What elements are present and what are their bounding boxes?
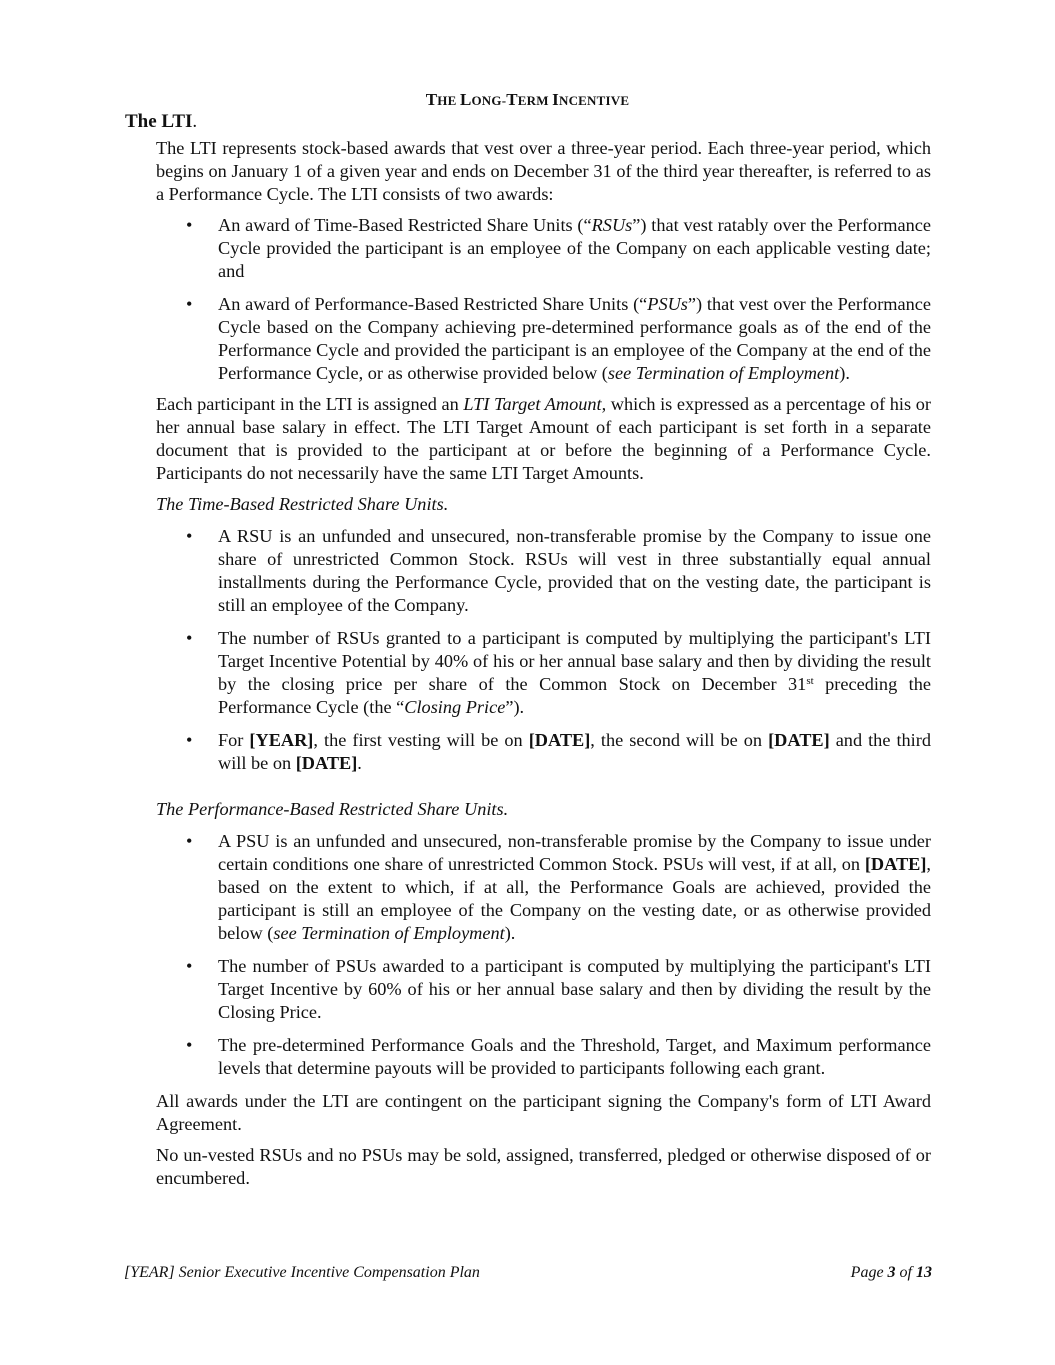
rsu-subheading: The Time-Based Restricted Share Units. <box>156 494 449 514</box>
page-title: THE LONG-TERM INCENTIVE <box>425 90 630 109</box>
list-item: • The number of PSUs awarded to a participant is computed by multiplying the participant's LTI Target Incentive by 60% of his or her annual base salary and then by dividing the result by the Closing Price. <box>186 956 931 1022</box>
intro-paragraph: The LTI represents stock-based awards that vest over a three-year period. Each three-year period, which begins on January 1 of a given year and ends on December 31 of the third year thereafter, is referred to as a Performance Cycle. The LTI consists of two awards: <box>156 138 931 204</box>
section-heading-lti: The LTI. <box>125 111 198 132</box>
bullet-icon: • <box>186 956 193 976</box>
page-number: Page 3 of 13 <box>850 1264 932 1281</box>
bullet-icon: • <box>186 1035 193 1055</box>
bullet-icon: • <box>186 628 193 648</box>
psu-list <box>156 830 931 1080</box>
bullet-icon: • <box>186 831 193 851</box>
list-item: • The number of RSUs granted to a participant is computed by multiplying the participant's LTI Target Incentive Potential by 40% of his or her annual base salary and then by dividing the result by the closing price per share of the Common Stock on December 31st preceding the Performance Cycle (the “Closing Price”). <box>186 628 931 717</box>
closing-paragraph-2: No un-vested RSUs and no PSUs may be sold, assigned, transferred, pledged or otherwise disposed of or encumbered. <box>156 1145 931 1188</box>
list-item: • An award of Time-Based Restricted Share Units (“RSUs”) that vest ratably over the Performance Cycle provided the participant is an employee of the Company on each applicable vesting date; and <box>186 215 931 281</box>
list-item: • A RSU is an unfunded and unsecured, non-transferable promise by the Company to issue one share of unrestricted Common Stock. RSUs will vest in three substantially equal annual installments during the Performance Cycle, provided that on the vesting date, the participant is still an employee of the Company. <box>186 526 931 615</box>
page-footer <box>124 1261 932 1284</box>
psu-subheading: The Performance-Based Restricted Share Units. <box>156 799 509 819</box>
bullet-icon: • <box>186 526 193 546</box>
footer-document-title: [YEAR] Senior Executive Incentive Compensation Plan <box>124 1264 480 1281</box>
list-item: • The pre-determined Performance Goals and the Threshold, Target, and Maximum performance levels that determine payouts will be provided to participants following each grant. <box>186 1035 931 1078</box>
target-paragraph: Each participant in the LTI is assigned an LTI Target Amount, which is expressed as a percentage of his or her annual base salary in effect. The LTI Target Amount of each participant is set forth in a separate document that is provided to the participant at or before the beginning of a Performance Cycle. Participants do not necessarily have the same LTI Target Amounts. <box>156 394 931 483</box>
list-item: • For [YEAR], the first vesting will be on [DATE], the second will be on [DATE] and the third will be on [DATE]. <box>186 730 931 773</box>
list-item: • A PSU is an unfunded and unsecured, non-transferable promise by the Company to issue under certain conditions one share of unrestricted Common Stock. PSUs will vest, if at all, on [DATE], based on the extent to which, if at all, the Performance Goals are achieved, provided the participant is still an employee of the Company on the vesting date, or as otherwise provided below (see Termination of Employment). <box>186 831 931 943</box>
document-body <box>156 137 931 1198</box>
bullet-icon: • <box>186 294 193 314</box>
rsu-list <box>156 525 931 775</box>
awards-list <box>156 214 931 385</box>
bullet-icon: • <box>186 730 193 750</box>
bullet-icon: • <box>186 215 193 235</box>
closing-paragraph-1: All awards under the LTI are contingent on the participant signing the Company's form of LTI Award Agreement. <box>156 1091 931 1134</box>
list-item: • An award of Performance-Based Restricted Share Units (“PSUs”) that vest over the Performance Cycle based on the Company achieving pre-determined performance goals as of the end of the Performance Cycle and provided the participant is an employee of the Company at the end of the Performance Cycle, or as otherwise provided below (see Termination of Employment). <box>186 294 931 383</box>
